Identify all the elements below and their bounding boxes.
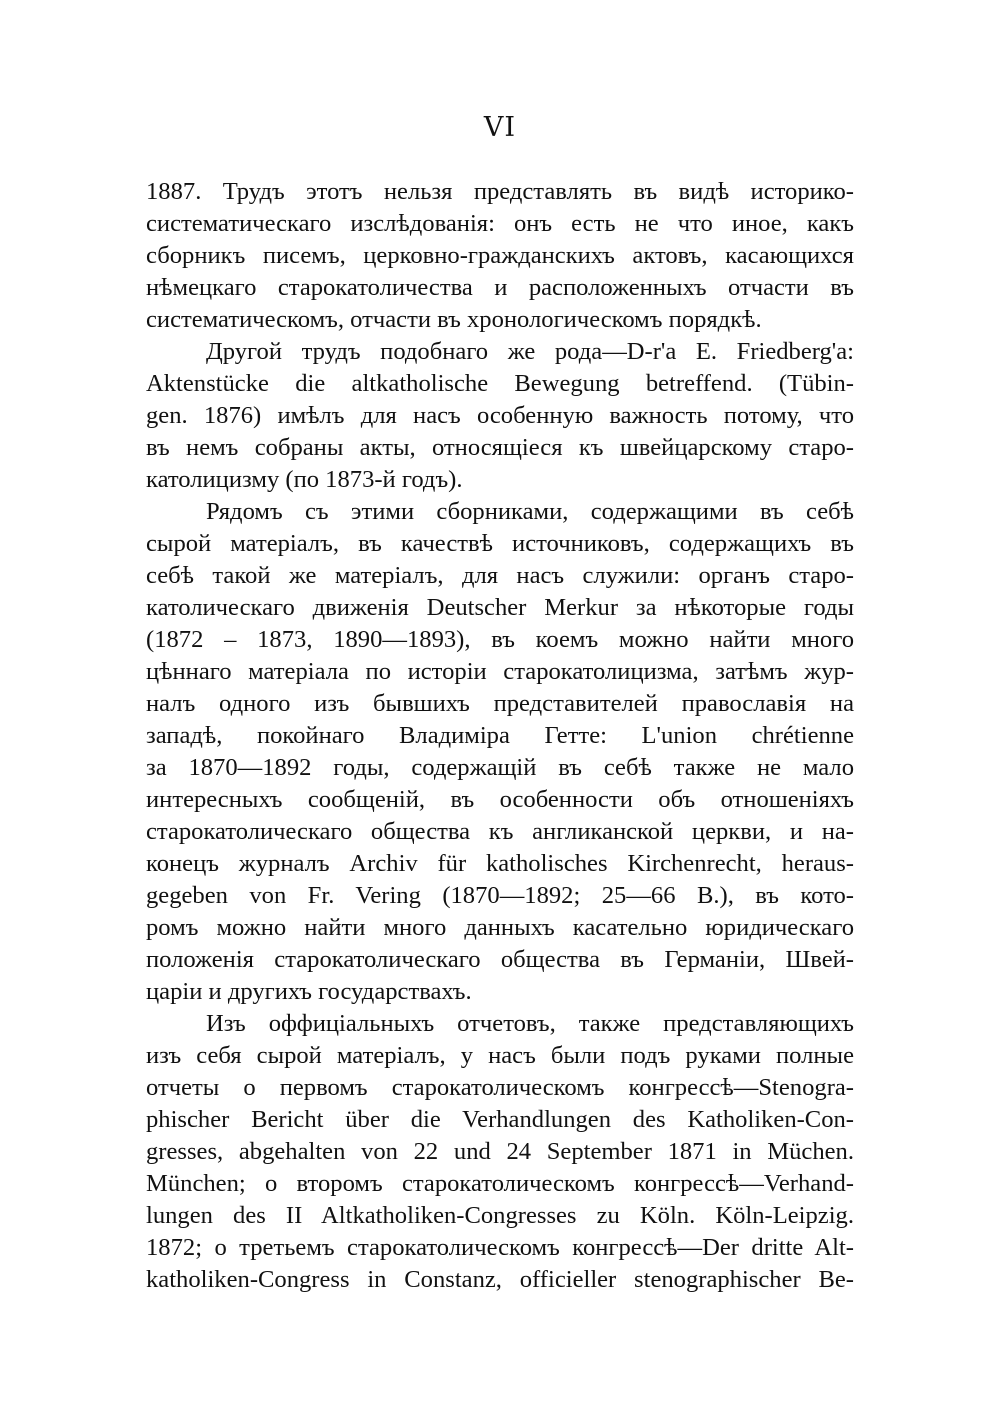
text-line: Другой трудъ подобнаго же рода—D-r'а E. Friedberg'а: [206, 338, 854, 365]
text-line: систематическаго изслѣдованія: онъ есть не что иное, какъ [146, 210, 854, 237]
text-line: Рядомъ съ этими сборниками, содержащими въ себѣ [206, 498, 854, 525]
text-line: Изъ оффиціальныхъ отчетовъ, также представляющихъ [206, 1010, 854, 1037]
text-line: нѣмецкаго старокатоличества и расположенныхъ отчасти въ [146, 274, 854, 301]
text-line: phischer Bericht über die Verhandlungen des Katholiken-Con- [146, 1106, 854, 1133]
text-line: изъ себя сырой матеріалъ, у насъ были подъ руками полные [146, 1042, 854, 1069]
text-line: katholiken-Congress in Constanz, officieller stenographischer Be- [146, 1266, 854, 1293]
text-line: католицизму (по 1873-й годъ). [146, 466, 463, 493]
text-line: отчеты о первомъ старокатолическомъ конгрессѣ—Stenogra- [146, 1074, 854, 1101]
text-line: систематическомъ, отчасти въ хронологическомъ порядкѣ. [146, 306, 762, 333]
text-line: gen. 1876) имѣлъ для насъ особенную важность потому, что [146, 402, 854, 429]
text-line: (1872 – 1873, 1890—1893), въ коемъ можно найти много [146, 626, 854, 653]
text-line: налъ одного изъ бывшихъ представителей православія на [146, 690, 854, 717]
text-line: Aktenstücke die altkatholische Bewegung betreffend. (Tübin- [146, 370, 854, 397]
text-line: gegeben von Fr. Vering (1870—1892; 25—66 B.), въ кото- [146, 882, 854, 909]
text-line: положенія старокатолическаго общества въ Германіи, Швей- [146, 946, 854, 973]
text-line: 1872; о третьемъ старокатолическомъ конгрессѣ—Der dritte Alt- [146, 1234, 854, 1261]
text-line: конецъ журналъ Archiv für katholisches Kirchenrecht, heraus- [146, 850, 854, 877]
text-line: западѣ, покойнаго Владиміра Гетте: L'union chrétienne [146, 722, 854, 749]
text-line: lungen des II Altkatholiken-Congresses zu Köln. Köln-Leipzig. [146, 1202, 854, 1229]
text-line: старокатолическаго общества къ англиканской церкви, и на- [146, 818, 854, 845]
text-line: gresses, abgehalten von 22 und 24 September 1871 in Müchen. [146, 1138, 854, 1165]
body-text [146, 176, 854, 1296]
text-line: въ немъ собраны акты, относящіеся къ швейцарскому старо- [146, 434, 854, 461]
text-line: цѣннаго матеріала по исторіи старокатолицизма, затѣмъ жур- [146, 658, 854, 685]
text-line: царіи и другихъ государствахъ. [146, 978, 472, 1005]
text-line: интересныхъ сообщеній, въ особенности объ отношеніяхъ [146, 786, 854, 813]
text-line: себѣ такой же матеріалъ, для насъ служили: органъ старо- [146, 562, 854, 589]
text-line: сборникъ писемъ, церковно-гражданскихъ актовъ, касающихся [146, 242, 854, 269]
text-line: ромъ можно найти много данныхъ касательно юридическаго [146, 914, 854, 941]
text-line: за 1870—1892 годы, содержащій въ себѣ также не мало [146, 754, 854, 781]
page-number: VI [483, 112, 517, 143]
text-line: сырой матеріалъ, въ качествѣ источниковъ, содержащихъ въ [146, 530, 854, 557]
text-line: München; о второмъ старокатолическомъ конгрессѣ—Verhand- [146, 1170, 854, 1197]
text-line: 1887. Трудъ этотъ нельзя представлять въ видѣ историко- [146, 178, 854, 205]
text-line: католическаго движенія Deutscher Merkur за нѣкоторые годы [146, 594, 854, 621]
